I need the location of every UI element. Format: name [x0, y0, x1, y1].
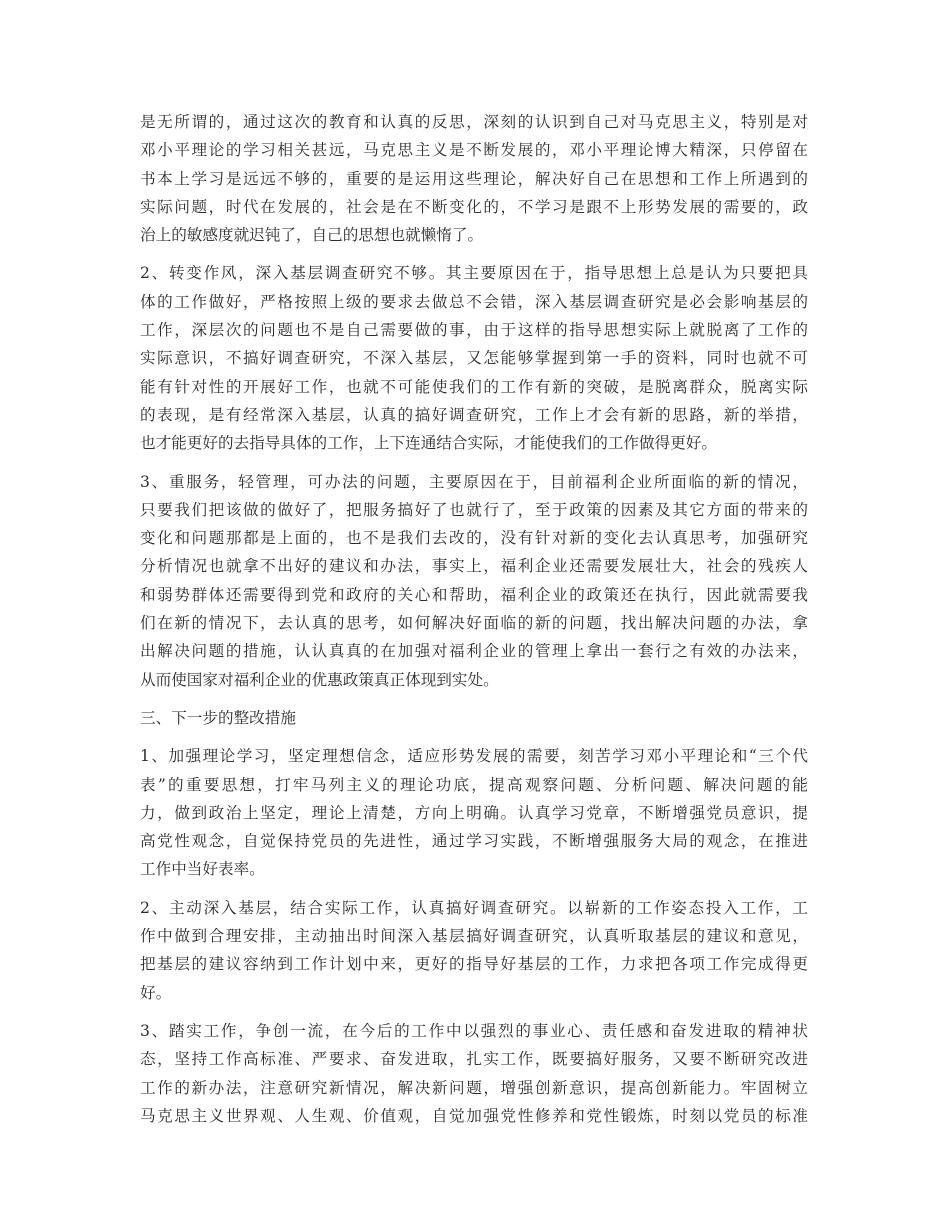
text-line: 高党性观念，自觉保持党员的先进性，通过学习实践，不断增强服务大局的观念，在推进 [140, 832, 808, 851]
text-line: 出解决问题的措施，认认真真的在加强对福利企业的管理上拿出一套行之有效的办法来， [140, 642, 808, 661]
text-line: 们在新的情况下，去认真的思考，如何解决好面临的新的问题，找出解决问题的办法，拿 [140, 614, 808, 633]
text-line: 变化和问题那都是上面的，也不是我们去改的，没有针对新的变化去认真思考，加强研究 [140, 529, 808, 548]
text-line: 从而使国家对福利企业的优惠政策真正体现到实处。 [140, 670, 499, 689]
text-line: 治上的敏感度就迟钝了，自己的思想也就懒惰了。 [140, 226, 484, 245]
text-line: 3、踏实工作，争创一流，在今后的工作中以强烈的事业心、责任感和奋发进取的精神状 [140, 1021, 808, 1040]
paragraph-item-2-work-style [140, 259, 808, 457]
text-line: 好。 [140, 983, 172, 1002]
paragraph-measure-2 [140, 894, 808, 1007]
text-line: 工作，深层次的问题也不是自己需要做的事，由于这样的指导思想实际上就脱离了工作的 [140, 321, 808, 340]
text-line: 作中做到合理安排，主动抽出时间深入基层搞好调查研究，认真听取基层的建议和意见， [140, 927, 808, 946]
text-line: 只要我们把该做的做好了，把服务搞好了也就行了，至于政策的因素及其它方面的带来的 [140, 500, 808, 519]
paragraph-measure-3 [140, 1017, 808, 1130]
text-line: 1、加强理论学习，坚定理想信念，适应形势发展的需要，刻苦学习邓小平理论和“三个代 [140, 747, 808, 766]
document-page [140, 108, 808, 1140]
paragraph-measure-1 [140, 742, 808, 883]
text-line: 能有针对性的开展好工作，也就不可能使我们的工作有新的突破，是脱离群众，脱离实际 [140, 377, 808, 396]
text-line: 表”的重要思想，打牢马列主义的理论功底，提高观察问题、分析问题、解决问题的能 [140, 775, 808, 794]
text-line: 工作中当好表率。 [140, 860, 265, 879]
section-heading-text: 三、下一步的整改措施 [140, 708, 296, 727]
text-line: 的表现，是有经常深入基层，认真的搞好调查研究，工作上才会有新的思路，新的举措， [140, 405, 808, 424]
text-line: 和弱势群体还需要得到党和政府的关心和帮助，福利企业的政策还在执行，因此就需要我 [140, 585, 808, 604]
text-line: 态，坚持工作高标准、严要求、奋发进取，扎实工作，既要搞好服务，又要不断研究改进 [140, 1050, 808, 1069]
text-line: 实际意识，不搞好调查研究，不深入基层，又怎能够掌握到第一手的资料，同时也就不可 [140, 349, 808, 368]
text-line: 实际问题，时代在发展的，社会是在不断变化的，不学习是跟不上形势发展的需要的，政 [140, 197, 808, 216]
text-line: 力，做到政治上坚定，理论上清楚，方向上明确。认真学习党章，不断增强党员意识，提 [140, 803, 808, 822]
text-line: 马克思主义世界观、人生观、价值观，自觉加强党性修养和党性锻炼，时刻以党员的标准 [140, 1106, 808, 1125]
text-line: 分析情况也就拿不出好的建议和办法，事实上，福利企业还需要发展壮大，社会的残疾人 [140, 557, 808, 576]
text-line: 3、重服务，轻管理，可办法的问题，主要原因在于，目前福利企业所面临的新的情况， [140, 472, 808, 491]
text-line: 也才能更好的去指导具体的工作，上下连通结合实际，才能使我们的工作做得更好。 [140, 434, 717, 453]
section-heading [140, 704, 808, 732]
text-line: 把基层的建议容纳到工作计划中来，更好的指导好基层的工作，力求把各项工作完成得更 [140, 955, 808, 974]
paragraph-item-3-service [140, 468, 808, 694]
text-line: 是无所谓的，通过这次的教育和认真的反思，深刻的认识到自己对马克思主义，特别是对 [140, 113, 808, 131]
paragraph-intro-continuation [140, 108, 808, 249]
text-line: 体的工作做好，严格按照上级的要求去做总不会错，深入基层调查研究是必会影响基层的 [140, 292, 808, 311]
text-line: 2、转变作风，深入基层调查研究不够。其主要原因在于，指导思想上总是认为只要把具 [140, 264, 808, 283]
text-line: 书本上学习是远远不够的，重要的是运用这些理论，解决好自己在思想和工作上所遇到的 [140, 169, 808, 188]
text-line: 邓小平理论的学习相关甚远，马克思主义是不断发展的，邓小平理论博大精深，只停留在 [140, 141, 808, 160]
text-line: 2、主动深入基层，结合实际工作，认真搞好调查研究。以崭新的工作姿态投入工作，工 [140, 898, 808, 917]
text-line: 工作的新办法，注意研究新情况，解决新问题，增强创新意识，提高创新能力。牢固树立 [140, 1078, 808, 1097]
